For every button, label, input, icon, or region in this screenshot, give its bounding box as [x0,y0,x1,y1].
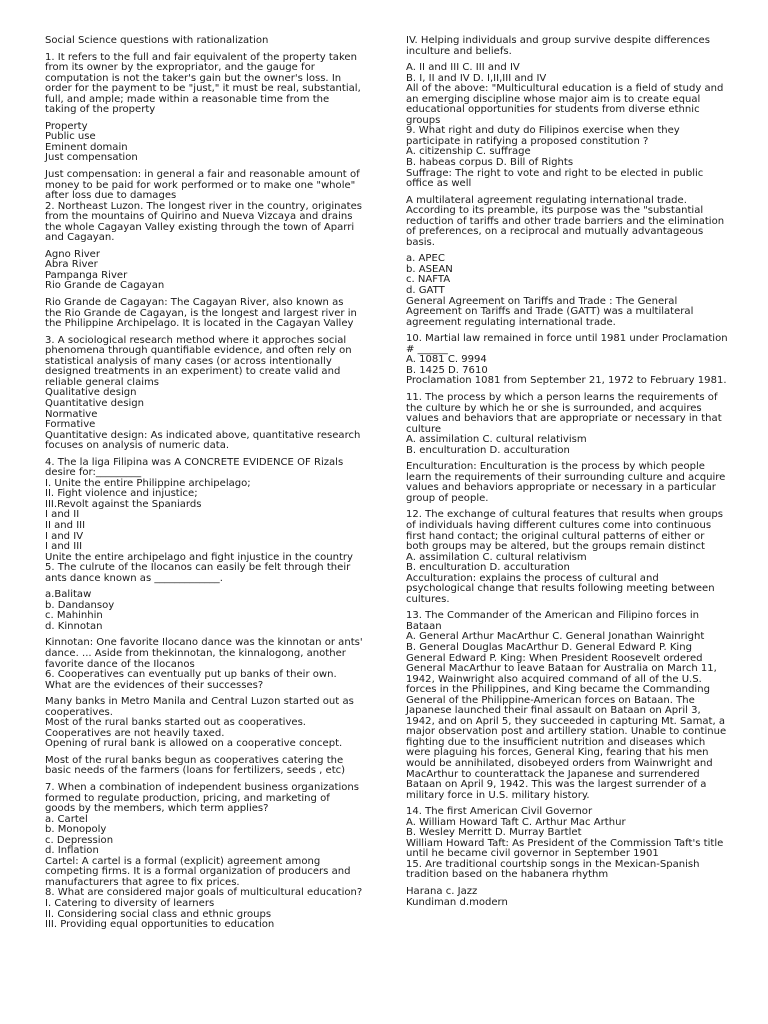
text-line: II and III [45,519,86,531]
text-line: d. Kinnotan [45,620,103,632]
text-line: Property [45,120,88,132]
text-line: III. Providing equal opportunities to education [45,919,275,931]
text-line: 7. When a combination of independent business organizations formed to regulate production, pricing, and marketing of goods by the members, which term applies? [45,782,360,815]
text-line: Agno River [45,248,100,260]
text-line: c. Mahinhin [45,610,103,622]
text-line: I and II [45,509,80,521]
text-line: Most of the rural banks begun as cooperatives catering the basic needs of the farmers (loans for fertilizers, seeds , etc) [45,754,346,777]
text-line: Rio Grande de Cagayan: The Cagayan River, also known as the Rio Grande de Cagayan, is the longest and largest river in the Philippine Archipelago. It is located in the Cagayan Valley [45,297,357,330]
text-line: A. assimilation C. cultural relativism [406,551,587,563]
text-line: Just compensation: in general a fair and reasonable amount of money to be paid for work performed or to make one "whole" after loss due to damages [45,169,360,202]
text-line: A. II and III C. III and IV [406,62,520,74]
text-line: b. ASEAN [406,263,453,275]
text-line: Just compensation [45,152,138,164]
text-line: B. General Douglas MacArthur D. General Edward P. King [406,641,692,653]
text-line: 8. What are considered major goals of multicultural education? [45,887,363,899]
text-line: A. assimilation C. cultural relativism [406,434,587,446]
text-line: A. General Arthur MacArthur C. General Jonathan Wainright [406,631,705,643]
text-line: a.Balitaw [45,589,92,601]
text-line: B. 1425 D. 7610 [406,364,488,376]
text-line: 9. What right and duty do Filipinos exercise when they participate in ratifying a proposed constitution ? [406,125,680,147]
text-line: A multilateral agreement regulating international trade. According to its preamble, its purpose was the "substantial reduction of tariffs and other trade barriers and the elimination of preferences, on a reciprocal and mutually advantageous basis. [406,194,725,248]
text-line: Most of the rural banks started out as cooperatives. [45,717,306,729]
text-line: 1. It refers to the full and fair equivalent of the property taken from its owner by the expropriator, and the gauge for computation is not the taker's gain but the owner's loss. In order for the payment to be "just," it must be real, substantial, full, and ample; made within a reasonable time from the taking of the property [45,51,361,116]
text-line: 2. Northeast Luzon. The longest river in the country, originates from the mountains of Quirino and Nueva Vizcaya and drains the whole Cagayan Valley existing through the town of Aparri and Cagayan. [45,200,362,244]
text-line: A. William Howard Taft C. Arthur Mac Arthur [406,816,626,828]
text-line: Formative [45,419,96,431]
text-line: Public use [45,131,96,143]
text-line: 14. The first American Civil Governor [406,806,593,818]
text-line: Qualitative design [45,387,137,399]
text-line: 3. A sociological research method where it approches social phenomena through quantifiable evidence, and often rely on statistical analysis of many cases (or across intentionally designed treatments in an experiment) to create valid and reliable general claims [45,334,352,388]
text-line: Cooperatives are not heavily taxed. [45,727,225,739]
text-line: I and III [45,541,83,553]
text-line: General Edward P. King: When President Roosevelt ordered General MacArthur to leave Bataan for Australia on March 11, 1942, Wainwright also acquired command of all of the U.S. forces in the Philippines, and King became the Commanding General of the Philippine-American forces on Bataan. The Japanese launched their final assault on Bataan on April 3, 1942, and on April 5, they succeeded in capturing Mt. Samat, a major observation post and artillery station. Unable to continue fighting due to the insufficient nutrition and diseases which were plaguing his forces, General King, fearing that his men would be annihilated, disobeyed orders from Wainwright and MacArthur to counterattack the Japanese and surrendered Bataan on April 9, 1942. This was the largest surrender of a military force in U.S. military history. [406,652,727,801]
text-line: B. enculturation D. acculturation [406,562,570,574]
text-line: A. 1081 C. 9994 [406,354,487,366]
text-line: Harana c. Jazz [406,886,478,898]
text-line: 12. The exchange of cultural features that results when groups of individuals having different cultures come into continuous first hand contact; the original cultural patterns of either or both groups may be altered, but the groups remain distinct [406,509,724,553]
text-line: Normative [45,408,98,420]
text-line: d. GATT [406,285,445,297]
text-line: 10. Martial law remained in force until 1981 under Proclamation # ______ [406,333,728,355]
text-line: 5. The culrute of the Ilocanos can easily be felt through their ants dance known as _____________. [45,562,351,584]
text-line: Social Science questions with rationalization [45,35,269,46]
text-line: I and IV [45,530,84,542]
text-line: Proclamation 1081 from September 21, 1972 to February 1981. [406,375,727,387]
text-line: III.Revolt against the Spaniards [45,498,202,510]
text-line: IV. Helping individuals and group survive despite differences inculture and beliefs. [406,35,710,57]
text-line: B. habeas corpus D. Bill of Rights [406,157,574,169]
text-line: B. enculturation D. acculturation [406,444,570,456]
text-line: d. Inflation [45,845,99,857]
text-line: Quantitative design: As indicated above, quantitative research focuses on analysis of numeric data. [45,429,361,452]
text-line: B. Wesley Merritt D. Murray Bartlet [406,827,582,839]
text-line: Pampanga River [45,269,128,281]
right-column [406,36,728,908]
text-line: Enculturation: Enculturation is the process by which people learn the requirements of their surrounding culture and acquire values and behaviors appropriate or necessary in a particular group of people. [406,461,726,504]
text-line: Opening of rural bank is allowed on a cooperative concept. [45,738,343,750]
text-line: Unite the entire archipelago and fight injustice in the country [45,551,353,563]
text-line: Acculturation: explains the process of cultural and psychological change that results following meeting between cultures. [406,572,715,605]
text-line: c. NAFTA [406,274,451,286]
text-line: Suffrage: The right to vote and right to be elected in public office as well [406,167,704,190]
text-line: Quantitative design [45,397,145,409]
text-line: c. Depression [45,834,114,846]
text-line: 6. Cooperatives can eventually put up banks of their own. What are the evidences of their successes? [45,669,337,691]
text-line: I. Catering to diversity of learners [45,898,215,910]
text-line: Cartel: A cartel is a formal (explicit) agreement among competing firms. It is a formal organization of producers and manufacturers that agree to fix prices. [45,855,351,888]
left-column [45,36,363,931]
text-line: William Howard Taft: As President of the Commission Taft's title until he became civil governor in September 1901 [406,837,724,860]
text-line: Kundiman d.modern [406,896,508,908]
text-line: II. Fight violence and injustice; [45,488,198,500]
text-line: I. Unite the entire Philippine archipelago; [45,477,251,489]
text-line: All of the above: "Multicultural education is a field of study and an emerging discipline whose major aim is to create equal educational opportunities for students from diverse ethnic groups [406,83,724,126]
text-line: Rio Grande de Cagayan [45,280,165,292]
text-line: Eminent domain [45,141,128,153]
text-line: 15. Are traditional courtship songs in the Mexican-Spanish tradition based on the habanera rhythm [406,858,700,881]
text-line: Abra River [45,259,98,271]
text-line: Many banks in Metro Manila and Central Luzon started out as cooperatives. [45,696,354,718]
text-line: B. I, II and IV D. I,II,III and IV [406,72,547,84]
text-line: 11. The process by which a person learns the requirements of the culture by which he or she is surrounded, and acquires values and behaviors that are appropriate or necessary in that culture [406,391,722,435]
text-line: A. citizenship C. suffrage [406,146,531,158]
text-line: b. Monopoly [45,824,107,836]
text-line: General Agreement on Tariffs and Trade : The General Agreement on Tariffs and Trade (GATT) was a multilateral agreement regulating international trade. [406,295,694,328]
text-line: 4. The la liga Filipina was A CONCRETE EVIDENCE OF Rizals desire for:_________ [45,456,344,479]
text-line: Kinnotan: One favorite Ilocano dance was the kinnotan or ants' dance. ... Aside from thekinnotan, the kinnalogong, another favorite dance of the Ilocanos [45,637,363,670]
text-line: 13. The Commander of the American and Filipino forces in Bataan [406,610,700,632]
text-line: a. Cartel [45,813,88,825]
text-line: a. APEC [406,253,445,265]
text-line: b. Dandansoy [45,599,115,611]
text-line: II. Considering social class and ethnic groups [45,908,272,920]
